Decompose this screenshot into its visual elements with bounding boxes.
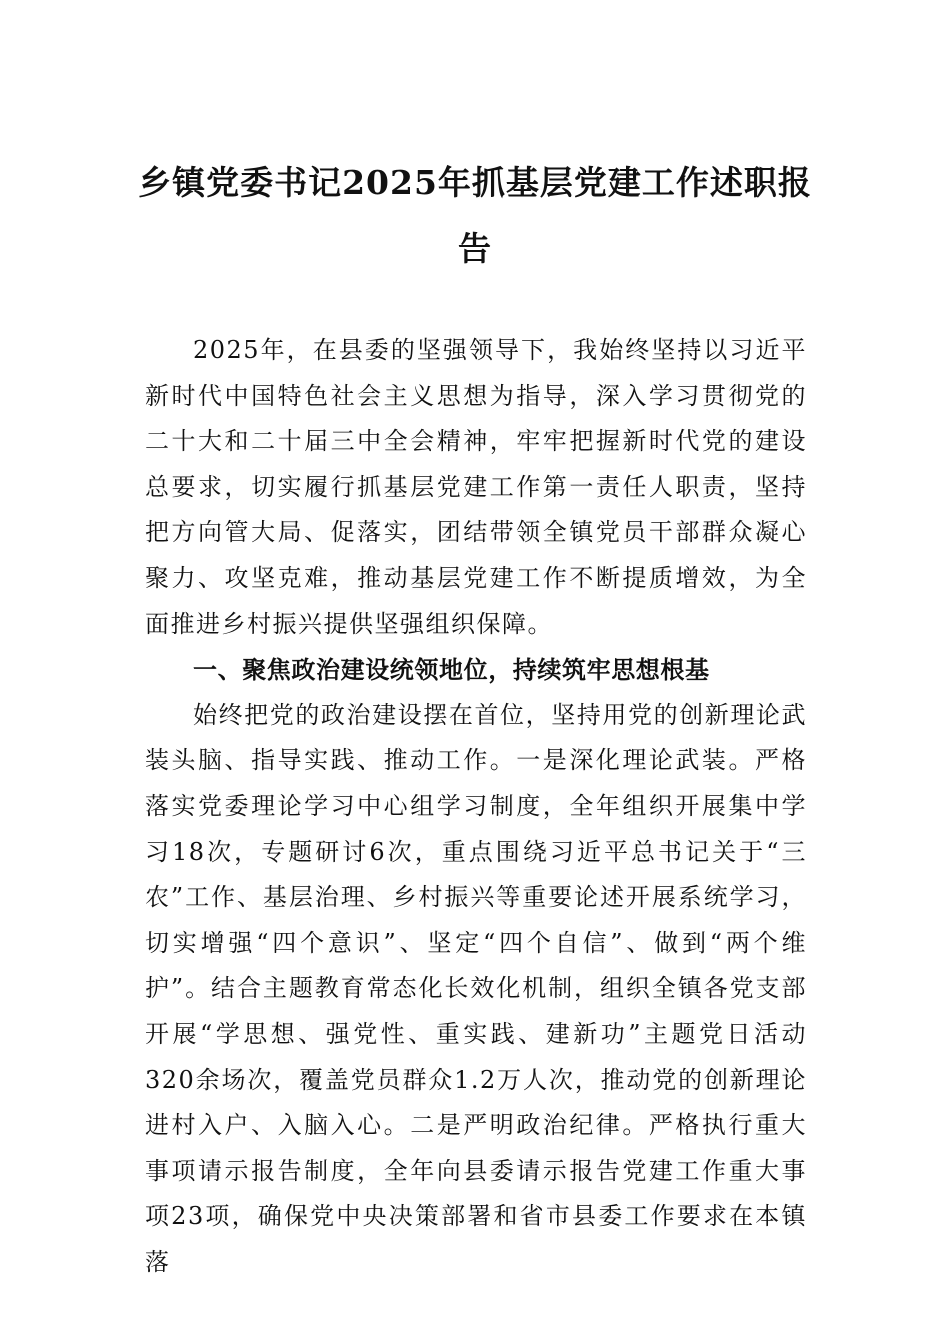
- intro-paragraph: 2025年，在县委的坚强领导下，我始终坚持以习近平新时代中国特色社会主义思想为指导，深入学习贯彻党的二十大和二十届三中全会精神，牢牢把握新时代党的建设总要求，切实履行抓基层党建工作第一责任人职责，坚持把方向管大局、促落实，团结带领全镇党员干部群众凝心聚力、攻坚克难，推动基层党建工作不断提质增效，为全面推进乡村振兴提供坚强组织保障。: [145, 336, 807, 638]
- document-title: 乡镇党委书记2025年抓基层党建工作述职报告: [138, 163, 812, 268]
- section-heading: 一、聚焦政治建设统领地位，持续筑牢思想根基: [193, 655, 710, 685]
- section-paragraph: 始终把党的政治建设摆在首位，坚持用党的创新理论武装头脑、指导实践、推动工作。一是深化理论武装。严格落实党委理论学习中心组学习制度，全年组织开展集中学习18次，专题研讨6次，重点围绕习近平总书记关于“三农”工作、基层治理、乡村振兴等重要论述开展系统学习，切实增强“四个意识”、坚定“四个自信”、做到“两个维护”。结合主题教育常态化长效化机制，组织全镇各党支部开展“学思想、强党性、重实践、建新功”主题党日活动320余场次，覆盖党员群众1.2万人次，推动党的创新理论进村入户、入脑入心。二是严明政治纪律。严格执行重大事项请示报告制度，全年向县委请示报告党建工作重大事项23项，确保党中央决策部署和省市县委工作要求在本镇落: [145, 700, 807, 1276]
- document-body: [145, 328, 807, 1285]
